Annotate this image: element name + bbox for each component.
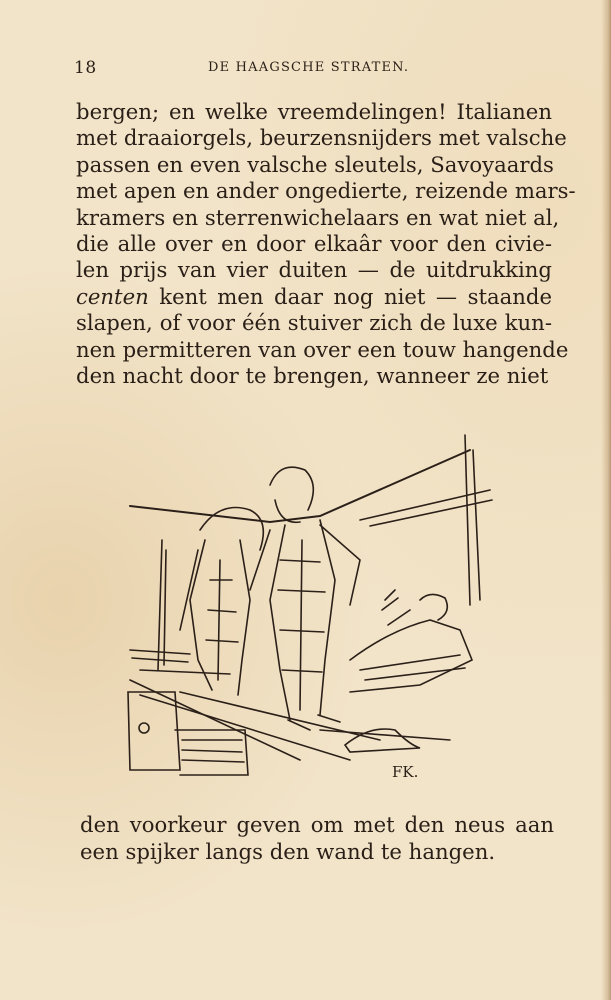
text-line: bergen; en welke vreemdelingen! Italianen (76, 99, 552, 124)
text-line-rest: kent men daar nog niet — staande (159, 283, 552, 309)
text-line: met apen en ander ongedierte, reizende mars- (76, 178, 576, 204)
body-paragraph (76, 99, 576, 389)
text-line: die alle over en door elkaâr voor den civie- (76, 231, 552, 257)
text-line: len prijs van vier duiten — de uitdrukking (76, 257, 552, 283)
text-line: passen en even valsche sleutels, Savoyaards (76, 151, 554, 177)
text-line: den nacht door te brengen, wanneer ze niet (76, 363, 549, 389)
text-line: nen permitteren van over een touw hangende (76, 336, 569, 362)
artist-signature: FK. (392, 763, 419, 781)
italic-word: centen (76, 283, 149, 309)
text-line: kramers en sterrenwichelaars en wat niet al, (76, 204, 560, 230)
text-line: met draaiorgels, beurzensnijders met valsche (76, 125, 567, 151)
page-edge-shadow (601, 0, 611, 1000)
engraving-illustration (120, 430, 510, 790)
running-head: DE HAAGSCHE STRATEN. (208, 60, 410, 75)
page-header (74, 58, 544, 80)
text-line-with-italic (76, 284, 552, 310)
page-number: 18 (74, 58, 97, 78)
text-line: een spijker langs den wand te hangen. (80, 839, 496, 864)
closing-paragraph (80, 811, 554, 865)
text-line: slapen, of voor één stuiver zich de luxe kun- (76, 310, 552, 336)
text-line: den voorkeur geven om met den neus aan (80, 812, 554, 837)
